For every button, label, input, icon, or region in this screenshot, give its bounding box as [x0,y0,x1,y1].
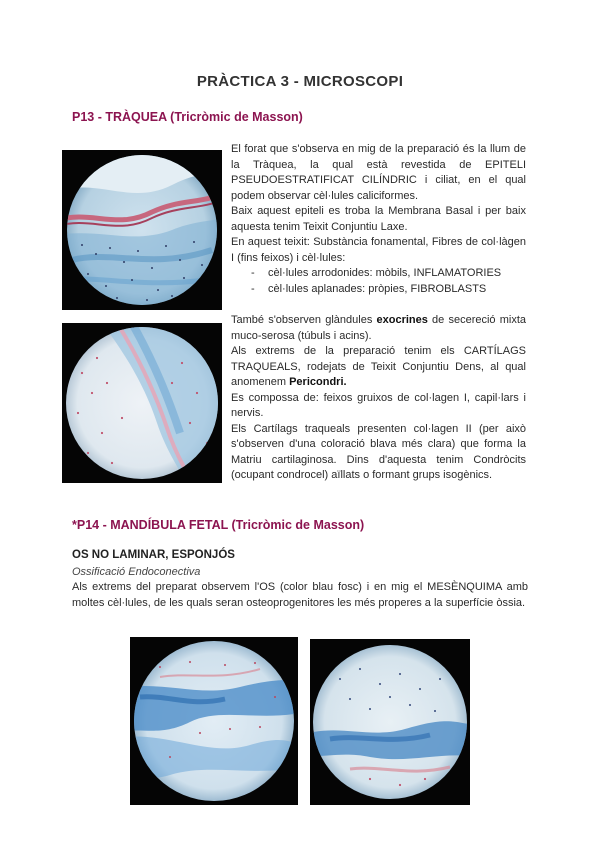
micrograph-mandible-1 [130,637,298,805]
glands-text: També s'observen glàndules [231,314,377,326]
cartilage-intro-paragraph [231,344,526,391]
cartilage-intro-text: Als extrems de la preparació tenim els CARTÍLAGS TRAQUEALS, rodejats de Teixit Conjuntiu Dens, al qual anomenem [231,345,526,388]
cartilage-paragraph: Els Cartílags traqueals presenten col·lagen II (per això s'observen d'una coloració blava més clara) que forma la Matriu cartilaginosa. Dins d'aquesta tenim Condròcits (ocupant condrocel) aïllats o formant grups isogènics. [231,422,526,481]
p14-body-text: Als extrems del preparat observem l'OS (color blau fosc) i en mig el MESÈNQUIMA amb moltes cèl·lules, de les quals seran osteoprogenitores les més properes a la superfície òssia. [72,581,528,609]
glands-bold: exocrines [376,314,428,326]
page-title: PRÀCTICA 3 - MICROSCOPI [196,73,404,90]
micrograph-trachea-cartilage [62,323,222,483]
list-item: - cèl·lules arrodonides: mòbils, INFLAMATORIES [268,266,526,282]
p13-intro-paragraph-1: El forat que s'observa en mig de la preparació és la llum de la Tràquea, la qual està revestida de EPITELI PSEUDOESTRATIFICAT CILÍNDRIC i ciliat, en el qual podem observar cèl·lules caliciformes. [231,143,526,202]
glands-paragraph [231,313,526,344]
pericondri-bold: Pericondri. [289,376,347,388]
p13-intro-paragraph-3: En aquest teixit: Substància fonamental, Fibres de col·làgen I (fins feixos) i cèl·lules: [231,236,526,264]
micrograph-mandible-2 [310,639,470,805]
p13-intro-paragraph-2: Baix aquest epiteli es troba la Membrana Basal i per baix aquesta tenim Teixit Conjuntiu Laxe. [231,205,526,233]
compose-paragraph: Es compossa de: feixos gruixos de col·lagen I, capil·lars i nervis. [231,391,526,419]
micrograph-trachea-epithelium [62,150,222,310]
ossification-type: Ossificació Endoconectiva [72,566,201,578]
p13-details-text [231,313,526,484]
glands-text-end: de secereció mixta muco-serosa (túbuls i acins). [231,314,526,342]
section-heading-p14: *P14 - MANDÍBULA FETAL (Tricròmic de Masson) [72,518,365,532]
subheading-os-no-laminar: OS NO LAMINAR, ESPONJÓS [72,549,235,561]
section-heading-p13: P13 - TRÀQUEA (Tricròmic de Masson) [72,110,303,124]
p13-intro-text [231,142,526,297]
cell-types-list [231,266,526,297]
list-item: - cèl·lules aplanades: pròpies, FIBROBLASTS [268,282,526,298]
